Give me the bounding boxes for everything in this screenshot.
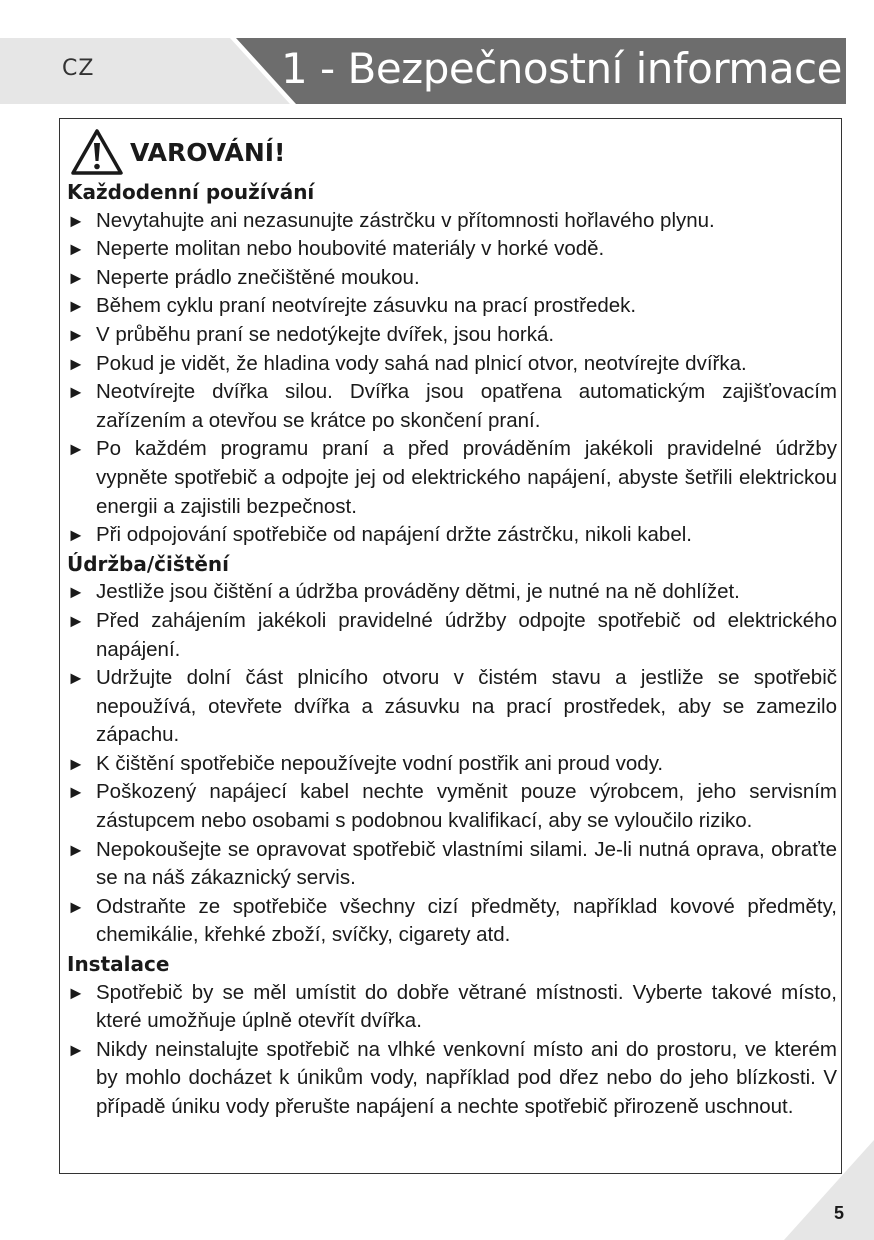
list-item [67, 836, 837, 893]
list-item [67, 264, 837, 293]
bullet-arrow-icon: ► [67, 982, 85, 1003]
bullet-arrow-icon: ► [67, 353, 85, 374]
bullet-arrow-icon: ► [67, 610, 85, 631]
list-item-text: Po každém programu praní a před prováděním jakékoli pravidelné údržby vypněte spotřebič a odpojte jej od elektrického napájení, abyste šetřili elektrickou energii a zajistili bezpečnost. [96, 437, 837, 518]
language-code: CZ [62, 56, 95, 81]
list-item [67, 778, 837, 835]
list-item [67, 979, 837, 1036]
list-item [67, 893, 837, 950]
list-item [67, 207, 837, 236]
bullet-arrow-icon: ► [67, 668, 85, 689]
list-item [67, 521, 837, 550]
list-item-text: Nikdy neinstalujte spotřebič na vlhké venkovní místo ani do prostoru, ve kterém by mohlo docházet k únikům vody, například pod dřez nebo do jeho blízkosti. V případě úniku vody přerušte napájení a nechte spotřebič přirozeně uschnout. [96, 1037, 837, 1118]
section-title: Instalace [67, 952, 170, 977]
list-item-text: Poškozený napájecí kabel nechte vyměnit pouze výrobcem, jeho servisním zástupcem nebo osobami s podobnou kvalifikací, aby se vyloučilo riziko. [96, 780, 837, 833]
list-item [67, 664, 837, 750]
list-item-text: Před zahájením jakékoli pravidelné údržby odpojte spotřebič od elektrického napájení. [96, 608, 837, 661]
list-item-text: Neotvírejte dvířka silou. Dvířka jsou opatřena automatickým zajišťovacím zařízením a otevřou se krátce po skončení praní. [96, 380, 837, 432]
list-item-text: Jestliže jsou čištění a údržba prováděny dětmi, je nutné na ně dohlížet. [96, 580, 740, 604]
warning-header [70, 127, 285, 177]
warning-triangle-icon [70, 127, 124, 177]
list-item-text: Udržujte dolní část plnicího otvoru v čistém stavu a jestliže se spotřebič nepoužívá, otevřete dvířka a zásuvku na prací prostředek, aby se zamezilo zápachu. [96, 666, 837, 747]
warning-box [59, 118, 842, 1174]
bullet-arrow-icon: ► [67, 324, 85, 345]
list-item-text: Odstraňte ze spotřebiče všechny cizí předměty, například kovové předměty, chemikálie, křehké zboží, svíčky, cigarety atd. [96, 894, 837, 947]
bullet-arrow-icon: ► [67, 210, 85, 231]
warning-content [67, 178, 837, 1122]
bullet-arrow-icon: ► [67, 267, 85, 288]
page-number: 5 [833, 1203, 844, 1223]
bullet-arrow-icon: ► [67, 382, 85, 403]
list-item-text: Spotřebič by se měl umístit do dobře větrané místnosti. Vyberte takové místo, které umožňuje úplně otevřít dvířka. [96, 980, 837, 1033]
warning-title: VAROVÁNÍ! [130, 137, 286, 167]
list-item-text: Neperte molitan nebo houbovité materiály v horké vodě. [96, 237, 605, 261]
section-title: Údržba/čištění [67, 551, 230, 576]
list-item [67, 750, 837, 779]
bullet-arrow-icon: ► [67, 239, 85, 260]
bullet-arrow-icon: ► [67, 896, 85, 917]
list-item-text: Během cyklu praní neotvírejte zásuvku na prací prostředek. [96, 294, 637, 318]
list-item-text: Při odpojování spotřebiče od napájení držte zástrčku, nikoli kabel. [96, 523, 692, 547]
list-item [67, 350, 837, 379]
list-item [67, 321, 837, 350]
list-item [67, 435, 837, 521]
list-item-text: Neperte prádlo znečištěné moukou. [96, 265, 420, 289]
bullet-arrow-icon: ► [67, 1039, 85, 1060]
list-item-text: V průběhu praní se nedotýkejte dvířek, jsou horká. [96, 322, 555, 346]
page-title: 1 - Bezpečnostní informace [280, 44, 842, 93]
list-item-text: K čištění spotřebiče nepoužívejte vodní postřik ani proud vody. [96, 751, 664, 775]
list-item [67, 235, 837, 264]
list-item [67, 292, 837, 321]
list-item [67, 378, 837, 435]
list-item-text: Nevytahujte ani nezasunujte zástrčku v přítomnosti hořlavého plynu. [96, 208, 715, 232]
section-title: Každodenní používání [67, 180, 315, 204]
bullet-arrow-icon: ► [67, 582, 85, 603]
list-item [67, 1036, 837, 1122]
list-item [67, 578, 837, 607]
list-item [67, 607, 837, 664]
bullet-arrow-icon: ► [67, 782, 85, 803]
list-item-text: Pokud je vidět, že hladina vody sahá nad plnicí otvor, neotvírejte dvířka. [96, 351, 747, 375]
bullet-arrow-icon: ► [67, 839, 85, 860]
corner-decoration [784, 1140, 874, 1240]
bullet-arrow-icon: ► [67, 439, 85, 460]
bullet-arrow-icon: ► [67, 525, 85, 546]
bullet-arrow-icon: ► [67, 296, 85, 317]
list-item-text: Nepokoušejte se opravovat spotřebič vlastními silami. Je-li nutná oprava, obraťte se na náš zákaznický servis. [96, 837, 837, 890]
bullet-arrow-icon: ► [67, 753, 85, 774]
